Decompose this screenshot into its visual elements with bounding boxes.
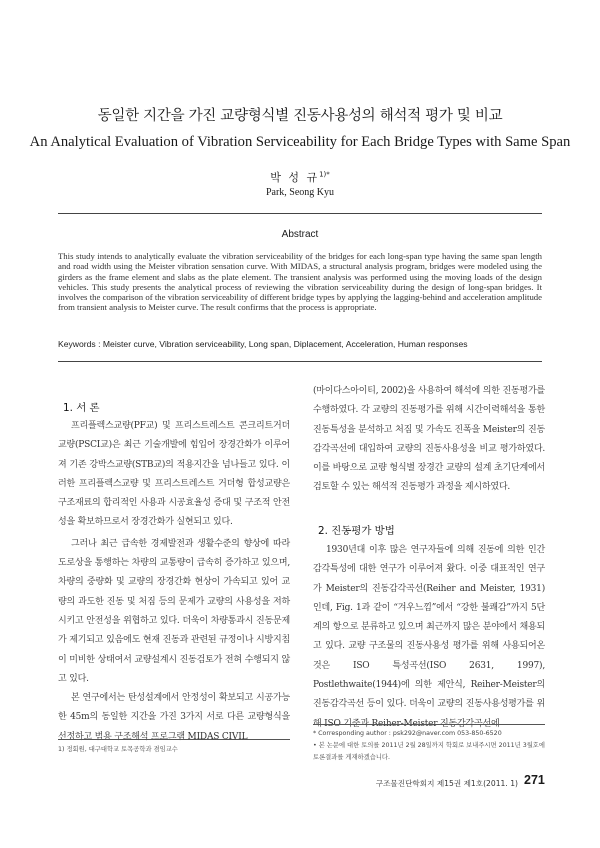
right-column-top bbox=[313, 382, 545, 498]
intro-paragraph-1: 프리플렉스교량(PF교) 및 프리스트레스트 콘크리트거더교량(PSCI교)은 최근 기술개발에 힘입어 장경간화가 이루어져 기존 강박스교량(STB교)의 적용지간을 넘나들고 있다. 이러한 프리플렉스교량 및 프리스트레스트 거더형 합성교량은 구조재료의 합리적인 사용과 시공효율성 증대 및 구조적 안전성을 확보하므로서 장경간화가 실현되고 있다. bbox=[58, 421, 290, 528]
abstract-bottom-rule bbox=[58, 361, 542, 362]
method-paragraph-1: 1930년대 이후 많은 연구자들에 의해 진동에 의한 인간감각특성에 대한 연구가 이루어져 왔다. 이중 대표적인 연구가 Meister의 진동감각곡선(Reiher and Meister, 1931)인데, Fig. 1과 같이 “겨우느낌”에서 “강한 불쾌감”까지 5단계의 항으로 분류하고 있으며 최근까지 많은 분야에서 채용되고 있다. 교량 구조물의 진동사용성 평가를 위해 사용되어온 것은 ISO 특성곡선(ISO 2631, 1997), Postlethwaite(1944)에 의한 제안식, Reiher-Meister의 진동감각곡선 등이 있다. 더욱이 교량의 진동사용성평가를 위해 ISO 기준과 Reiher-Meister 진동감각곡선에 bbox=[313, 545, 545, 729]
right-footnote-rule bbox=[313, 724, 545, 725]
page-number: 271 bbox=[524, 773, 545, 787]
paper-title-english: An Analytical Evaluation of Vibration Serviceability for Each Bridge Types with Same Span bbox=[29, 134, 571, 150]
keywords-list: : Meister curve, Vibration serviceability, Long span, Diplacement, Acceleration, Human responses bbox=[95, 339, 468, 349]
abstract-top-rule bbox=[58, 213, 542, 214]
intro-paragraph-3: 본 연구에서는 탄성설계에서 안정성이 확보되고 시공가능한 45m의 동일한 지간을 가진 3가지 서로 다른 교량형식을 선정하고 범용 구조해석 프로그램 MIDAS CIVIL bbox=[58, 693, 290, 742]
left-footnote: 1) 정회원, 대구대학교 토목공학과 겸임교수 bbox=[58, 746, 178, 753]
author-name-korean bbox=[0, 169, 600, 185]
abstract-text: This study intends to analytically evaluate the vibration serviceability of the bridges for each long-span type having the same span length and road width using the Meister vibration sensation curve. With MIDAS, a structural analysis program, bridges were modeled using the girders as the frame element and slabs as the plate element. The transient analysis was performed using the moving loads of the design vehicles. This study presents the analytical process of reviewing the vibration serviceability during the design of long-span bridges. It involves the comparison of the vibration serviceability of different bridge types by applying the lagging-behind and acceleration amplitude from transient analysis to Meister curve. The result confirms that the process is appropriate. bbox=[58, 251, 542, 313]
journal-citation: 구조물진단학회지 제15권 제1호(2011. 1) bbox=[375, 779, 518, 788]
author-affiliation-mark: 1)* bbox=[319, 170, 330, 179]
intro-paragraph-2: 그러나 최근 급속한 경제발전과 생활수준의 향상에 따라 도로상을 통행하는 차량의 교통량이 급속히 증가하고 있으며, 차량의 중량화 및 교량의 장경간화 현상이 가속되고 있어 교량의 과도한 진동 및 처짐 등의 문제가 교량의 사용성을 저하시키고 안전성을 위협하고 있다. 더욱이 차량통과시 진동문제가 제기되고 있음에도 현재 진동과 관련된 규정이나 시방지침이 미비한 상태여서 교량설계시 진동검토가 전혀 수행되지 않고 있다. bbox=[58, 538, 290, 684]
left-footnote-rule bbox=[58, 739, 290, 740]
intro-paragraph-4: (마이다스아이티, 2002)을 사용하여 해석에 의한 진동평가를 수행하였다. 각 교량의 진동평가를 위해 시간이력해석을 통한 진동특성을 분석하고 처짐 및 가속도 진폭을 Meister의 진동감각곡선에 대입하여 교량의 진동사용성을 비교 평가하였다. 이를 바탕으로 교량 형식별 장경간 교량의 설계 초기단계에서 검토할 수 있는 해석적 진동평가 과정을 제시하였다. bbox=[313, 386, 545, 493]
paper-title-korean: 동일한 지간을 가진 교량형식별 진동사용성의 해석적 평가 및 비교 bbox=[97, 108, 503, 124]
section-2-heading: 2. 진동평가 방법 bbox=[318, 525, 395, 537]
left-column-body bbox=[58, 417, 290, 747]
author-name-english: Park, Seong Kyu bbox=[265, 187, 335, 198]
author-name-korean-text: 박 성 규 bbox=[270, 171, 320, 184]
abstract-heading: Abstract bbox=[281, 229, 319, 240]
keywords-label: Keywords bbox=[58, 339, 96, 349]
right-column-body bbox=[313, 541, 545, 734]
corresponding-author-footnote: * Corresponding author : psk292@naver.com 053-850-6520 bbox=[313, 730, 502, 737]
section-1-heading: 1. 서 론 bbox=[63, 402, 100, 414]
discussion-footnote: • 본 논문에 대한 토의를 2011년 2월 28일까지 학회로 보내주시면 2011년 3월호에 토론결과를 게재하겠습니다. bbox=[313, 742, 545, 761]
keywords-line bbox=[58, 339, 542, 349]
